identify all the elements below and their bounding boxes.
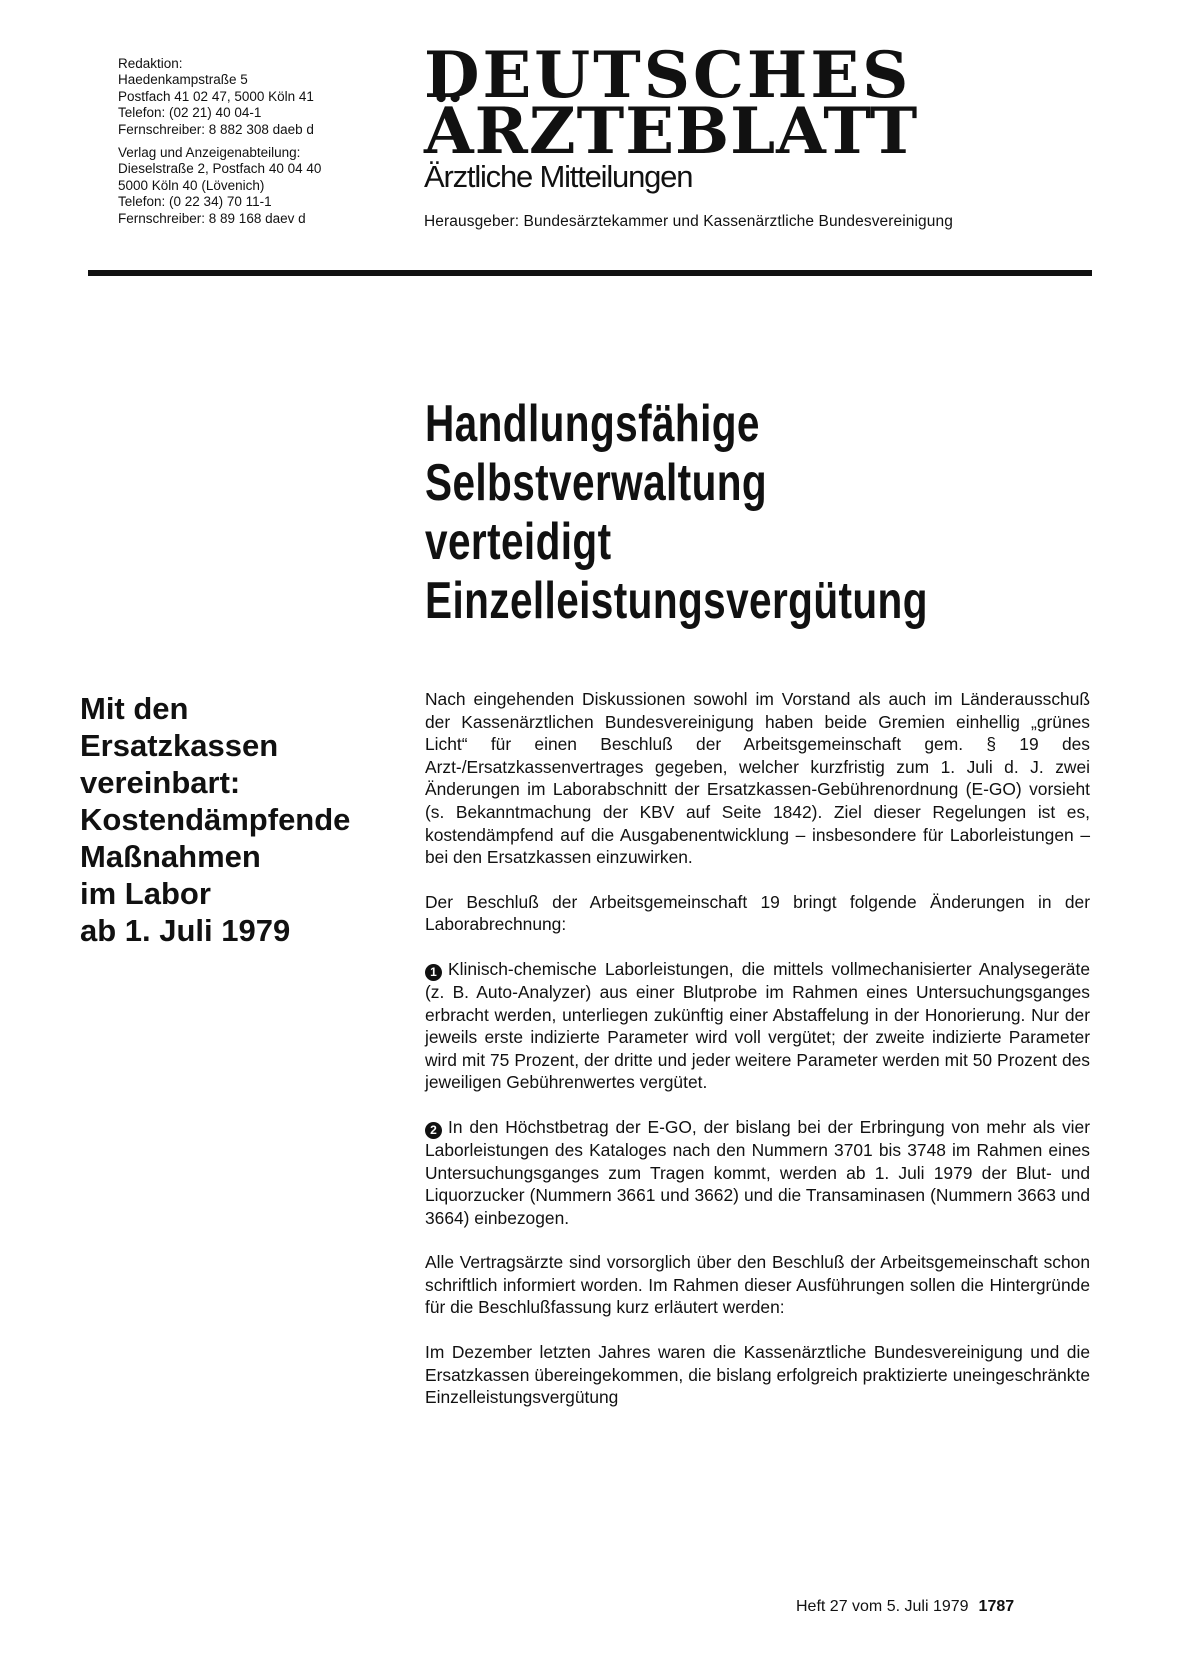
- side-heading-line: Ersatzkassen: [80, 728, 279, 763]
- side-heading-line: im Labor: [80, 876, 211, 911]
- contact-line: Verlag und Anzeigenabteilung:: [118, 145, 301, 161]
- side-heading-line: ab 1. Juli 1979: [80, 913, 291, 948]
- body-paragraph: Nach eingehenden Diskussionen sowohl im Vorstand als auch im Länderausschuß der Kassenärztlichen Bundesvereinigung haben beide Gremien einhellig „grünes Licht“ für einen Beschluß der Arbeitsgemeinschaft gem. § 19 des Arzt-/Ersatzkassenvertrages gegeben, welcher kurzfristig zum 1. Juli d. J. zwei Änderungen im Laborabschnitt der Ersatzkassen-Gebührenordnung (E-GO) vorsieht (s. Bekanntmachung der KBV auf Seite 1842). Ziel dieser Regelungen ist es, kostendämpfend auf die Ausgabenentwicklung – insbesondere für Laborleistungen – bei den Ersatzkassen einzuwirken.: [425, 689, 1090, 868]
- contact-line: 5000 Köln 40 (Lövenich): [118, 177, 265, 193]
- side-heading: [80, 690, 400, 949]
- page-footer: [796, 1598, 1096, 1616]
- masthead-title-line1: DEUTSCHES: [424, 38, 912, 113]
- side-heading-line: vereinbart:: [80, 765, 241, 800]
- contact-block: [118, 56, 388, 227]
- contact-line: Redaktion:: [118, 56, 183, 71]
- number-1-icon: 1: [425, 964, 442, 981]
- side-heading-line: Kostendämpfende: [80, 802, 351, 837]
- item-text: In den Höchstbetrag der E-GO, der bislang bei der Erbringung von mehr als vier Laborleistungen des Kataloges nach den Nummern 3701 bis 3748 im Rahmen eines Untersuchungsganges zum Tragen kommt, werden ab 1. Juli 1979 der Blut- und Liquorzucker (Nummern 3661 und 3662) und die Transaminasen (Nummern 3663 und 3664) einbezogen.: [425, 1116, 1090, 1228]
- masthead-title-line2: ÄRZTEBLATT: [424, 94, 919, 169]
- contact-line: Telefon: (0 22 34) 70 11-1: [118, 194, 272, 210]
- headline-line: Selbstverwaltung: [425, 454, 768, 512]
- contact-line: Fernschreiber: 8 89 168 daev d: [118, 210, 306, 226]
- body-paragraph: Im Dezember letzten Jahres waren die Kassenärztliche Bundesvereinigung und die Ersatzkassen übereingekommen, die bislang erfolgreich praktizierte uneingeschränkte Einzelleistungsvergütung: [425, 1342, 1090, 1408]
- headline-line: verteidigt: [425, 513, 612, 571]
- masthead-subtitle: Ärztliche Mitteilungen: [424, 159, 693, 194]
- contact-line: Telefon: (02 21) 40 04-1: [118, 105, 262, 121]
- issue-info: Heft 27 vom 5. Juli 1979: [796, 1598, 969, 1615]
- numbered-item-2: [425, 1116, 1090, 1229]
- item-text: Klinisch-chemische Laborleistungen, die mittels vollmechanisierter Analysegeräte (z. B. Auto-Analyzer) aus einer Blutprobe im Rahmen eines Untersuchungsganges erbracht werden, unterliegen zukünftig einer Abstaffelung in der Honorierung. Nur der jeweils erste indizierte Parameter wird voll vergütet; der zweite indizierte Parameter wird mit 75 Prozent, der dritte und jeder weitere Parameter werden mit 50 Prozent des jeweiligen Gebührenwertes vergütet.: [425, 958, 1090, 1093]
- body-paragraph: Der Beschluß der Arbeitsgemeinschaft 19 bringt folgende Änderungen in der Laborabrechnung:: [425, 891, 1090, 935]
- page-number: 1787: [978, 1598, 1015, 1615]
- article-headline: [425, 395, 955, 631]
- redaktion-address: [118, 56, 388, 138]
- article-body: [425, 688, 1090, 1431]
- side-heading-line: Maßnahmen: [80, 839, 261, 874]
- verlag-address: [118, 145, 388, 227]
- contact-line: Haedenkampstraße 5: [118, 72, 248, 88]
- contact-line: Fernschreiber: 8 882 308 daeb d: [118, 121, 314, 137]
- masthead-rule: [88, 270, 1092, 276]
- headline-line: Handlungsfähige: [425, 395, 760, 453]
- number-2-icon: 2: [425, 1122, 442, 1139]
- side-heading-line: Mit den: [80, 691, 189, 726]
- contact-line: Dieselstraße 2, Postfach 40 04 40: [118, 161, 322, 177]
- headline-line: Einzelleistungsvergütung: [425, 572, 928, 630]
- masthead-publisher: Herausgeber: Bundesärztekammer und Kassenärztliche Bundesvereinigung: [424, 213, 953, 230]
- masthead: [424, 38, 1124, 231]
- numbered-item-1: [425, 958, 1090, 1094]
- body-paragraph: Alle Vertragsärzte sind vorsorglich über den Beschluß der Arbeitsgemeinschaft schon schriftlich informiert worden. Im Rahmen dieser Ausführungen sollen die Hintergründe für die Beschlußfassung kurz erläutert werden:: [425, 1252, 1090, 1318]
- contact-line: Postfach 41 02 47, 5000 Köln 41: [118, 88, 314, 104]
